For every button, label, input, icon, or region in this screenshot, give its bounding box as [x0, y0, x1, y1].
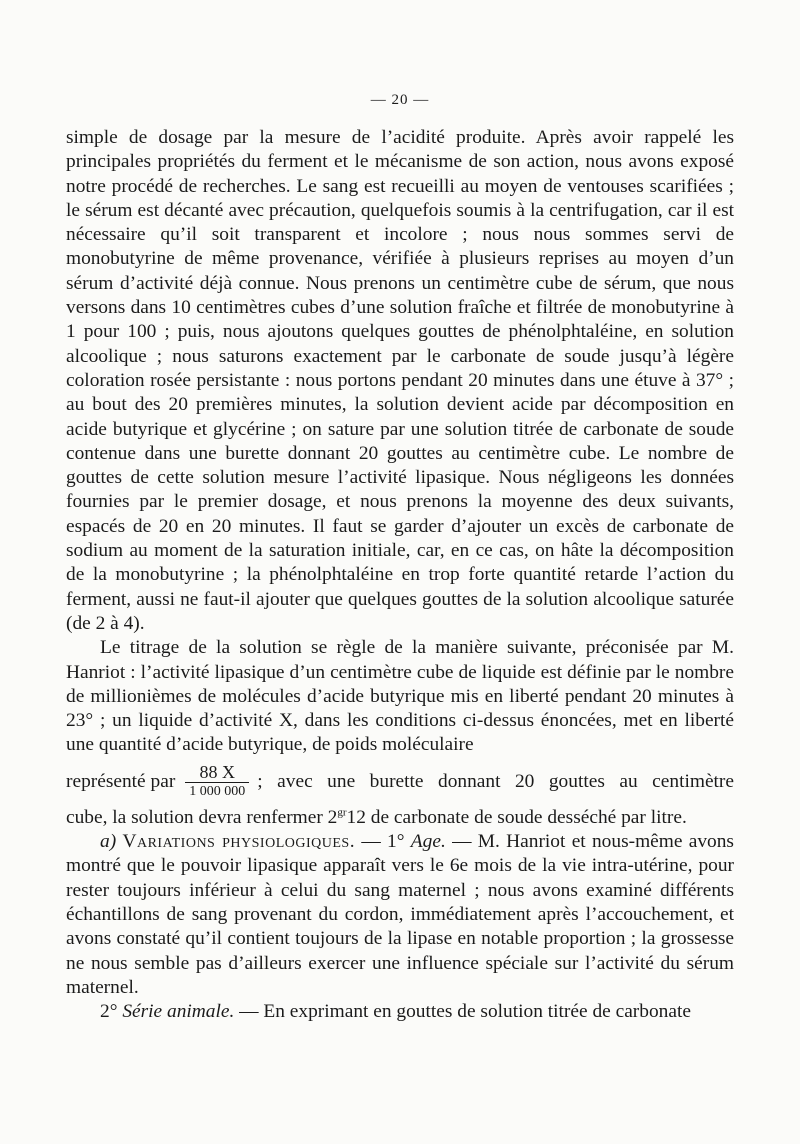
page-number: — 20 — [370, 92, 430, 108]
fraction-numerator: 88 X [199, 762, 236, 783]
section-2-heading: Série animale. [122, 1001, 235, 1023]
paragraph-2-end [66, 806, 734, 830]
section-a-number: — 1° [355, 831, 405, 853]
formula-trail-text: ; avec une burette donnant 20 gouttes au centimètre [257, 770, 734, 792]
section-a-heading: Variations physiologiques. [122, 831, 356, 853]
paragraph-2: Le titrage de la solution se règle de la manière suivante, préconisée par M. Hanriot : l’activité lipasique d’un centimètre cube de liquide est définie par le nombre de millionièmes de molécules d’acide butyrique mis en liberté pendant 20 minutes à 23° ; un liquide d’activité X, dans les conditions ci-dessus énoncées, met en liberté une quantité d’acide butyrique, de poids moléculaire [66, 637, 734, 756]
paragraph-1: simple de dosage par la mesure de l’acidité produite. Après avoir rappelé les principales propriétés du ferment et le mécanisme de son action, nous avons exposé notre procédé de recherches. Le sang est recueilli au moyen de ventouses scarifiées ; le sérum est décanté avec précaution, quelquefois soumis à la centrifugation, car il est nécessaire qu’il soit transparent et incolore ; nous nous sommes servi de monobutyrine de même provenance, vérifiée à plusieurs reprises au moyen d’un sérum d’activité déjà connue. Nous prenons un centimètre cube de sérum, que nous versons dans 10 centimètres cubes d’une solution fraîche et filtrée de monobutyrine à 1 pour 100 ; puis, nous ajoutons quelques gouttes de phénolphtaléine, en solution alcoolique ; nous saturons exactement par le carbonate de soude jusqu’à légère coloration rosée persistante : nous portons pendant 20 minutes dans une étuve à 37° ; au bout des 20 premières minutes, la solution devient acide par décomposition en acide butyrique et glycérine ; on sature par une solution titrée de carbonate de soude contenue dans une burette donnant 20 gouttes au centimètre cube. Le nombre de gouttes de cette solution mesure l’activité lipasique. Nous négligeons les données fournies par le premier dosage, et nous prenons la moyenne des deux suivants, espacés de 20 en 20 minutes. Il faut se garder d’ajouter un excès de carbonate de sodium au moment de la saturation initiale, car, en ce cas, on hâte la décomposition de la monobutyrine ; la phénolphtaléine en trop forte quantité retarde l’action du ferment, aussi ne faut-il ajouter que quelques gouttes de la solution alcoolique saturée (de 2 à 4). [66, 127, 734, 634]
formula-line [66, 758, 734, 806]
section-a-paragraph [66, 830, 734, 1000]
gram-unit-superscript: gr [337, 806, 347, 819]
body-text [66, 126, 734, 1024]
formula-lead-text: représenté par [66, 770, 176, 792]
section-2-label: 2° [100, 1001, 118, 1023]
section-a-label: a) [100, 831, 117, 853]
section-a-subheading: Age. [410, 831, 446, 853]
section-a-text: — M. Hanriot et nous-même avons montré que le pouvoir lipasique apparaît vers le 6e mois de la vie intra-utérine, pour rester toujours inférieur à celui du sang maternel ; nous avons examiné différents échantillons de sang provenant du cordon, immédiatement après l’accouchement, et avons constaté qu’il contient toujours de la lipase en notable proportion ; la grossesse ne nous semble pas d’ailleurs exercer une influence spéciale sur l’activité du sérum maternel. [66, 831, 734, 998]
quantity-text: cube, la solution devra renfermer 2 [66, 806, 338, 828]
section-2-text: — En exprimant en gouttes de solution titrée de carbonate [234, 1001, 691, 1023]
fraction [185, 762, 249, 801]
quantity-text-continued: 12 de carbonate de soude desséché par litre. [346, 806, 687, 828]
fraction-denominator: 1 000 000 [189, 784, 246, 800]
section-2-paragraph [66, 1000, 734, 1024]
